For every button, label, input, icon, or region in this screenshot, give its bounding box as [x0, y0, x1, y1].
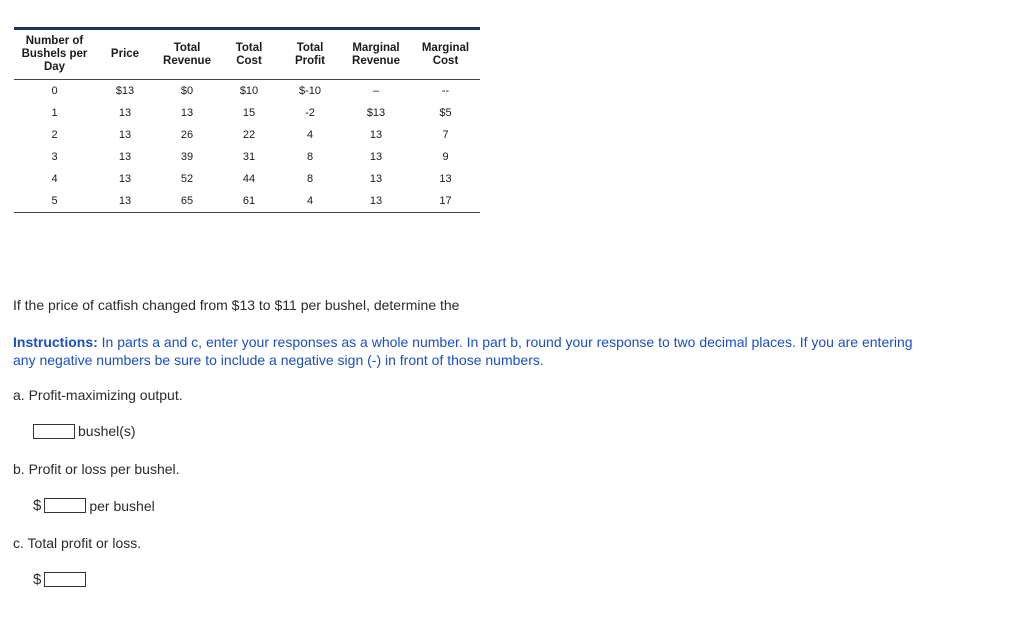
part-a-label: a. Profit-maximizing output. — [13, 387, 183, 403]
table-cell: 2 — [51, 129, 58, 141]
data-table — [14, 27, 480, 213]
column-header-line: Marginal — [352, 41, 400, 54]
table-cell: 26 — [180, 129, 194, 141]
column-header-line: Cost — [432, 54, 459, 67]
table-cell: 22 — [242, 129, 256, 141]
part-b-answer-row — [33, 497, 155, 514]
table-cell: – — [372, 85, 380, 97]
table-cell: 7 — [442, 129, 449, 141]
table-cell: 65 — [180, 195, 194, 207]
table-row — [14, 146, 480, 168]
part-b-dollar-sign: $ — [33, 497, 42, 514]
table-header-row — [14, 29, 480, 80]
column-header-line: Revenue — [352, 54, 400, 67]
table-cell: $13 — [366, 107, 386, 119]
table-cell: 17 — [439, 195, 452, 207]
column-header-line: Cost — [236, 54, 262, 67]
part-b-input[interactable] — [44, 498, 86, 513]
table-cell: 13 — [118, 107, 132, 119]
instructions-lead: Instructions: — [13, 334, 98, 350]
instructions — [13, 333, 913, 369]
part-c-answer-row — [33, 571, 86, 588]
table-cell: $10 — [239, 85, 259, 97]
table-cell: 44 — [242, 173, 256, 185]
table-cell: 4 — [51, 173, 58, 185]
data-table-container — [14, 27, 480, 213]
part-a-input[interactable] — [33, 424, 75, 439]
column-header — [155, 29, 219, 80]
part-c-input[interactable] — [44, 572, 86, 587]
part-c-label: c. Total profit or loss. — [13, 535, 142, 551]
table-cell: 13 — [118, 129, 132, 141]
table-cell: 13 — [369, 173, 383, 185]
table-cell: -- — [441, 85, 450, 97]
table-cell: 13 — [369, 129, 383, 141]
table-cell: $-10 — [298, 85, 322, 97]
table-cell: 1 — [51, 107, 58, 119]
column-header — [341, 29, 411, 80]
table-cell: 0 — [51, 85, 58, 97]
table-cell: 13 — [118, 151, 132, 163]
table-cell: 3 — [51, 151, 58, 163]
table-cell: 4 — [306, 195, 314, 207]
column-header-line: Number of — [25, 35, 84, 47]
table-cell: 52 — [180, 173, 194, 185]
part-c-dollar-sign: $ — [33, 571, 42, 588]
column-header-line: Marginal — [421, 41, 470, 54]
table-cell: $13 — [115, 85, 135, 97]
table-cell: $0 — [180, 85, 194, 97]
table-cell: 31 — [242, 151, 256, 163]
table-cell: 4 — [306, 129, 314, 141]
table-cell: 13 — [180, 107, 194, 119]
table-body — [14, 80, 480, 213]
column-header-line: Total — [173, 41, 201, 54]
instructions-body: In parts a and c, enter your responses as a whole number. In part b, round your response to two decimal places. If you are entering any negative numbers be sure to include a negative sign (-) in front of those numbers. — [13, 334, 913, 368]
part-b-unit: per bushel — [89, 497, 155, 514]
table-cell: $5 — [439, 107, 452, 119]
table-cell: 13 — [369, 195, 383, 207]
table-cell: 13 — [439, 173, 452, 185]
table-row — [14, 124, 480, 146]
table-cell: 13 — [118, 173, 132, 185]
table-row — [14, 80, 480, 103]
column-header-line: Total — [235, 41, 263, 54]
column-header-line: Bushels per — [21, 48, 88, 60]
table-cell: 5 — [51, 195, 58, 207]
column-header-line: Price — [110, 48, 140, 60]
column-header-line: Revenue — [163, 54, 211, 67]
column-header-line: Total — [296, 41, 324, 54]
column-header — [95, 29, 155, 80]
table-cell: 39 — [180, 151, 194, 163]
column-header-line: Day — [43, 61, 66, 73]
table-cell: 13 — [369, 151, 383, 163]
table-cell: 61 — [242, 195, 256, 207]
column-header — [219, 29, 279, 80]
table-cell: 8 — [306, 173, 314, 185]
question-intro: If the price of catfish changed from $13 to $11 per bushel, determine the — [13, 297, 460, 313]
column-header — [411, 29, 480, 80]
table-cell: 8 — [306, 151, 314, 163]
part-a-answer-row — [33, 423, 136, 439]
table-cell: 13 — [118, 195, 132, 207]
table-row — [14, 102, 480, 124]
column-header-line: Profit — [294, 54, 326, 67]
table-cell: -2 — [305, 107, 315, 119]
table-cell: 9 — [442, 151, 449, 163]
table-cell: 15 — [242, 107, 256, 119]
part-a-unit: bushel(s) — [78, 423, 136, 439]
part-b-label: b. Profit or loss per bushel. — [13, 461, 180, 477]
table-row — [14, 168, 480, 190]
column-header — [14, 29, 95, 80]
column-header — [279, 29, 341, 80]
table-row — [14, 190, 480, 213]
